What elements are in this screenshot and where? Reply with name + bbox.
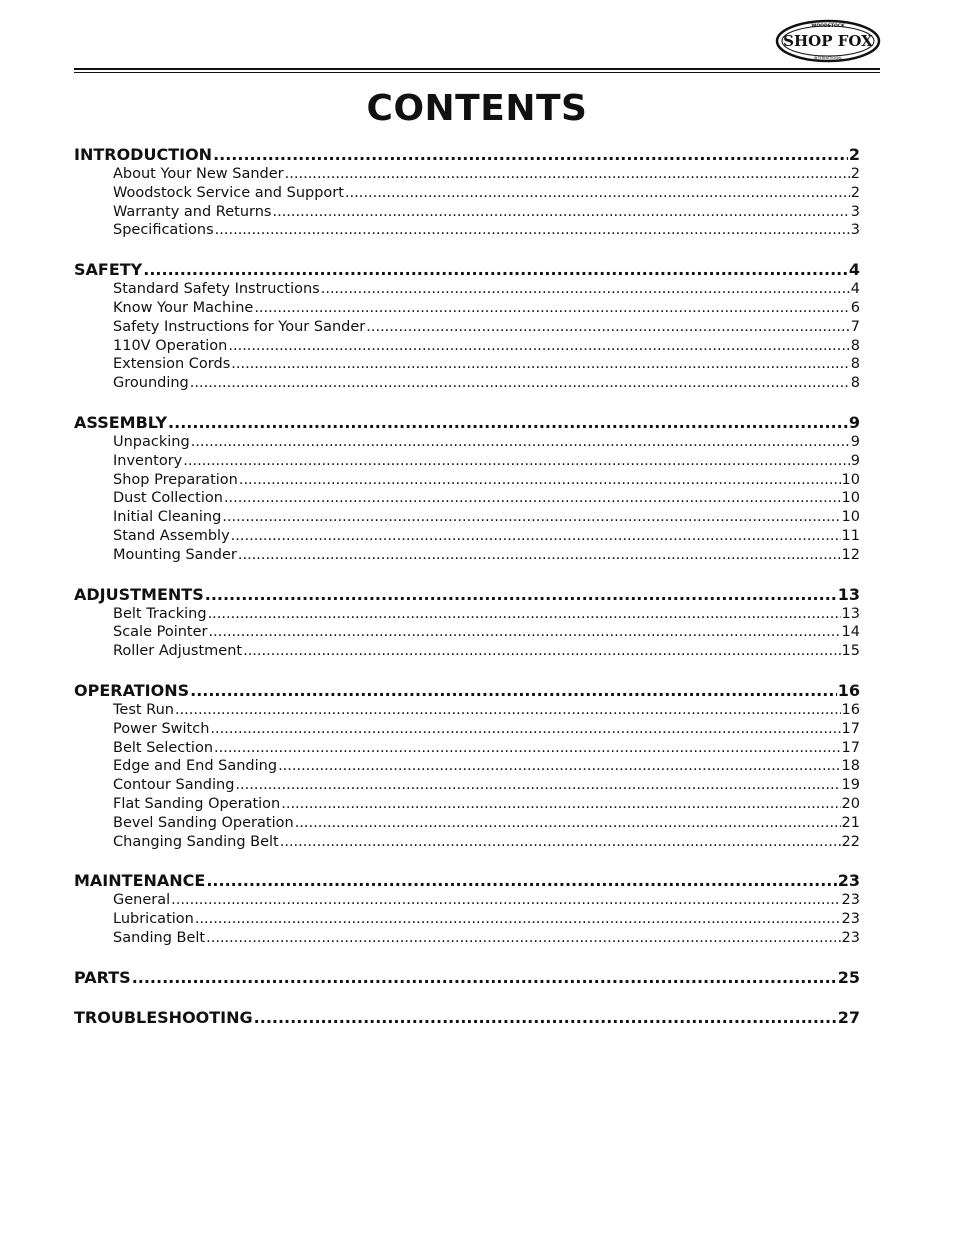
toc-section bbox=[74, 1007, 860, 1028]
toc-section-entry-label: MAINTENANCE bbox=[74, 871, 206, 891]
toc-sub-entry[interactable] bbox=[74, 452, 860, 471]
toc-section-entry[interactable] bbox=[74, 967, 860, 988]
toc-sub-entry-label: Belt Selection bbox=[113, 739, 214, 756]
toc-sub-entry[interactable] bbox=[74, 355, 860, 374]
dot-leader bbox=[231, 355, 850, 374]
toc-section bbox=[74, 680, 860, 851]
toc-sub-entry-label: Power Switch bbox=[113, 720, 210, 737]
dot-leader bbox=[366, 318, 850, 337]
toc-sub-entry-label: Standard Safety Instructions bbox=[113, 281, 320, 298]
dot-leader bbox=[171, 891, 840, 910]
dot-leader bbox=[224, 489, 841, 508]
toc-sub-entry-page: 14 bbox=[841, 624, 860, 641]
toc-section bbox=[74, 967, 860, 988]
dot-leader bbox=[214, 739, 841, 758]
toc-sub-entry-page: 11 bbox=[841, 527, 860, 544]
toc-section-entry-page: 23 bbox=[837, 871, 860, 891]
dot-leader bbox=[213, 144, 848, 165]
toc-sub-entry[interactable] bbox=[74, 929, 860, 948]
toc-section-entry[interactable] bbox=[74, 870, 860, 891]
dot-leader bbox=[168, 412, 848, 433]
dot-leader bbox=[222, 508, 840, 527]
toc-sub-entry[interactable] bbox=[74, 642, 860, 661]
toc-section bbox=[74, 144, 860, 240]
dot-leader bbox=[209, 623, 841, 642]
dot-leader bbox=[215, 221, 850, 240]
toc-sub-entry[interactable] bbox=[74, 165, 860, 184]
toc-sub-entry[interactable] bbox=[74, 623, 860, 642]
dot-leader bbox=[143, 259, 848, 280]
toc-sub-entry-label: Edge and End Sanding bbox=[113, 758, 278, 775]
toc-sub-entry-page: 23 bbox=[841, 892, 860, 909]
toc-sub-entry[interactable] bbox=[74, 776, 860, 795]
toc-sub-entry-label: Contour Sanding bbox=[113, 777, 235, 794]
toc-sub-entry[interactable] bbox=[74, 184, 860, 203]
toc-sub-entry-label: Know Your Machine bbox=[113, 299, 254, 316]
dot-leader bbox=[254, 299, 849, 318]
toc-sub-entry-label: 110V Operation bbox=[113, 337, 228, 354]
toc-section-entry-page: 2 bbox=[848, 145, 860, 164]
toc-sub-entry-page: 19 bbox=[841, 777, 860, 794]
toc-section-entry[interactable] bbox=[74, 1007, 860, 1028]
toc-sub-entry-label: Changing Sanding Belt bbox=[113, 833, 279, 850]
toc-sub-entry[interactable] bbox=[74, 489, 860, 508]
toc-sub-entry[interactable] bbox=[74, 508, 860, 527]
shop-fox-logo bbox=[775, 18, 881, 64]
dot-leader bbox=[228, 337, 849, 356]
toc-section bbox=[74, 584, 860, 661]
toc-sub-entry-label: Dust Collection bbox=[113, 490, 223, 507]
dot-leader bbox=[280, 833, 841, 852]
dot-leader bbox=[281, 795, 840, 814]
toc-sub-entry[interactable] bbox=[74, 739, 860, 758]
dot-leader bbox=[206, 929, 840, 948]
dot-leader bbox=[239, 471, 841, 490]
toc-sub-entry-page: 2 bbox=[850, 166, 860, 182]
toc-sub-entry-page: 23 bbox=[841, 929, 860, 946]
toc-sub-entry-label: Belt Tracking bbox=[113, 605, 207, 622]
toc-sub-entry-label: Test Run bbox=[113, 701, 174, 718]
toc-sub-entry[interactable] bbox=[74, 527, 860, 546]
toc-section-entry[interactable] bbox=[74, 144, 860, 165]
toc-sub-entry-page: 13 bbox=[841, 605, 860, 622]
toc-sub-entry-page: 20 bbox=[841, 795, 860, 812]
toc-section-entry-label: ASSEMBLY bbox=[74, 412, 168, 432]
toc-sub-entry-page: 3 bbox=[850, 222, 860, 239]
dot-leader bbox=[295, 814, 841, 833]
toc-sub-entry[interactable] bbox=[74, 299, 860, 318]
dot-leader bbox=[190, 680, 837, 701]
toc-sub-entry-page: 7 bbox=[850, 318, 860, 335]
toc-sub-entry-label: Mounting Sander bbox=[113, 546, 237, 563]
toc-sub-entry-label: Warranty and Returns bbox=[113, 203, 272, 220]
toc-sub-entry-label: Initial Cleaning bbox=[113, 509, 222, 526]
toc-section-entry-page: 16 bbox=[837, 680, 860, 700]
toc-sub-entry-page: 4 bbox=[850, 281, 860, 298]
toc-sub-entry[interactable] bbox=[74, 701, 860, 720]
toc-sub-entry-label: Inventory bbox=[113, 452, 183, 469]
dot-leader bbox=[195, 910, 841, 929]
toc-sub-entry-page: 8 bbox=[850, 356, 860, 373]
dot-leader bbox=[210, 720, 840, 739]
table-of-contents bbox=[74, 144, 860, 1047]
toc-sub-entry[interactable] bbox=[74, 910, 860, 929]
toc-section-entry-label: OPERATIONS bbox=[74, 680, 190, 700]
toc-section-entry-label: INTRODUCTION bbox=[74, 145, 213, 164]
logo-ring-bottom: INTERNATIONAL bbox=[813, 56, 843, 60]
toc-sub-entry[interactable] bbox=[74, 374, 860, 393]
toc-sub-entry[interactable] bbox=[74, 280, 860, 299]
toc-sub-entry-page: 22 bbox=[841, 833, 860, 850]
toc-sub-entry[interactable] bbox=[74, 546, 860, 565]
dot-leader bbox=[345, 184, 850, 203]
dot-leader bbox=[272, 203, 849, 222]
toc-sub-entry-page: 10 bbox=[841, 490, 860, 507]
toc-sub-entry-page: 9 bbox=[850, 433, 860, 450]
toc-sub-entry[interactable] bbox=[74, 795, 860, 814]
toc-section-entry[interactable] bbox=[74, 259, 860, 280]
toc-sub-entry-page: 16 bbox=[841, 701, 860, 718]
toc-sub-entry-label: Specifications bbox=[113, 222, 214, 239]
dot-leader bbox=[238, 546, 841, 565]
toc-sub-entry-label: Flat Sanding Operation bbox=[113, 795, 281, 812]
toc-sub-entry-page: 17 bbox=[841, 739, 860, 756]
toc-section-entry[interactable] bbox=[74, 584, 860, 605]
toc-sub-entry-label: Shop Preparation bbox=[113, 471, 238, 488]
toc-sub-entry-label: Stand Assembly bbox=[113, 527, 230, 544]
toc-sub-entry-label: Unpacking bbox=[113, 433, 190, 450]
toc-sub-entry-label: Extension Cords bbox=[113, 356, 231, 373]
toc-sub-entry-label: Roller Adjustment bbox=[113, 643, 243, 660]
toc-sub-entry[interactable] bbox=[74, 814, 860, 833]
page-title: CONTENTS bbox=[366, 88, 588, 129]
dot-leader bbox=[243, 642, 840, 661]
toc-sub-entry[interactable] bbox=[74, 433, 860, 452]
toc-sub-entry-page: 6 bbox=[850, 299, 860, 316]
dot-leader bbox=[278, 757, 840, 776]
toc-sub-entry[interactable] bbox=[74, 757, 860, 776]
dot-leader bbox=[132, 967, 837, 988]
toc-section bbox=[74, 259, 860, 393]
dot-leader bbox=[205, 584, 837, 605]
toc-section bbox=[74, 412, 860, 565]
toc-sub-entry[interactable] bbox=[74, 605, 860, 624]
toc-section-entry-page: 13 bbox=[837, 584, 860, 604]
toc-sub-entry-label: Woodstock Service and Support bbox=[113, 184, 344, 201]
logo-graphic bbox=[775, 18, 881, 64]
dot-leader bbox=[321, 280, 850, 299]
toc-sub-entry-page: 8 bbox=[850, 375, 860, 392]
toc-section-entry-label: TROUBLESHOOTING bbox=[74, 1007, 253, 1027]
toc-sub-entry-page: 9 bbox=[850, 452, 860, 469]
toc-sub-entry[interactable] bbox=[74, 833, 860, 852]
dot-leader bbox=[175, 701, 841, 720]
toc-section-entry[interactable] bbox=[74, 680, 860, 701]
toc-sub-entry-page: 21 bbox=[841, 814, 860, 831]
dot-leader bbox=[231, 527, 841, 546]
toc-sub-entry[interactable] bbox=[74, 318, 860, 337]
toc-sub-entry[interactable] bbox=[74, 471, 860, 490]
toc-sub-entry[interactable] bbox=[74, 720, 860, 739]
toc-section-entry-page: 4 bbox=[848, 260, 860, 280]
logo-ring-top: WOODSTOCK bbox=[811, 24, 845, 29]
toc-section-entry[interactable] bbox=[74, 412, 860, 433]
toc-section-entry-label: PARTS bbox=[74, 967, 131, 987]
toc-sub-entry-page: 10 bbox=[841, 471, 860, 488]
toc-sub-entry-label: About Your New Sander bbox=[113, 166, 284, 182]
toc-sub-entry-label: Safety Instructions for Your Sander bbox=[113, 318, 366, 335]
dot-leader bbox=[235, 776, 840, 795]
toc-sub-entry[interactable] bbox=[74, 337, 860, 356]
toc-sub-entry-page: 18 bbox=[841, 758, 860, 775]
toc-sub-entry[interactable] bbox=[74, 203, 860, 222]
toc-sub-entry[interactable] bbox=[74, 221, 860, 240]
dot-leader bbox=[206, 870, 836, 891]
toc-sub-entry-label: Sanding Belt bbox=[113, 929, 206, 946]
dot-leader bbox=[285, 165, 850, 184]
toc-sub-entry-label: General bbox=[113, 892, 171, 909]
toc-section-entry-page: 9 bbox=[848, 412, 860, 432]
toc-sub-entry-label: Scale Pointer bbox=[113, 624, 208, 641]
toc-sub-entry-label: Grounding bbox=[113, 375, 189, 392]
dot-leader bbox=[208, 605, 841, 624]
dot-leader bbox=[183, 452, 850, 471]
toc-sub-entry-page: 23 bbox=[841, 911, 860, 928]
logo-wordmark: SHOP FOX bbox=[783, 32, 873, 50]
toc-sub-entry-page: 15 bbox=[841, 643, 860, 660]
dot-leader bbox=[191, 433, 850, 452]
toc-section-entry-page: 27 bbox=[837, 1007, 860, 1027]
toc-sub-entry-page: 10 bbox=[841, 509, 860, 526]
header-rule-thin bbox=[74, 72, 880, 73]
toc-sub-entry-label: Lubrication bbox=[113, 911, 194, 928]
toc-sub-entry-page: 17 bbox=[841, 720, 860, 737]
toc-section bbox=[74, 870, 860, 947]
toc-sub-entry-page: 12 bbox=[841, 546, 860, 563]
toc-sub-entry[interactable] bbox=[74, 891, 860, 910]
toc-section-entry-label: ADJUSTMENTS bbox=[74, 584, 204, 604]
toc-sub-entry-label: Bevel Sanding Operation bbox=[113, 814, 294, 831]
toc-sub-entry-page: 2 bbox=[850, 184, 860, 201]
dot-leader bbox=[254, 1007, 837, 1028]
toc-section-entry-page: 25 bbox=[837, 967, 860, 987]
toc-sub-entry-page: 8 bbox=[850, 337, 860, 354]
header-rule-thick bbox=[74, 68, 880, 70]
dot-leader bbox=[190, 374, 850, 393]
toc-section-entry-label: SAFETY bbox=[74, 260, 143, 280]
toc-sub-entry-page: 3 bbox=[850, 203, 860, 220]
